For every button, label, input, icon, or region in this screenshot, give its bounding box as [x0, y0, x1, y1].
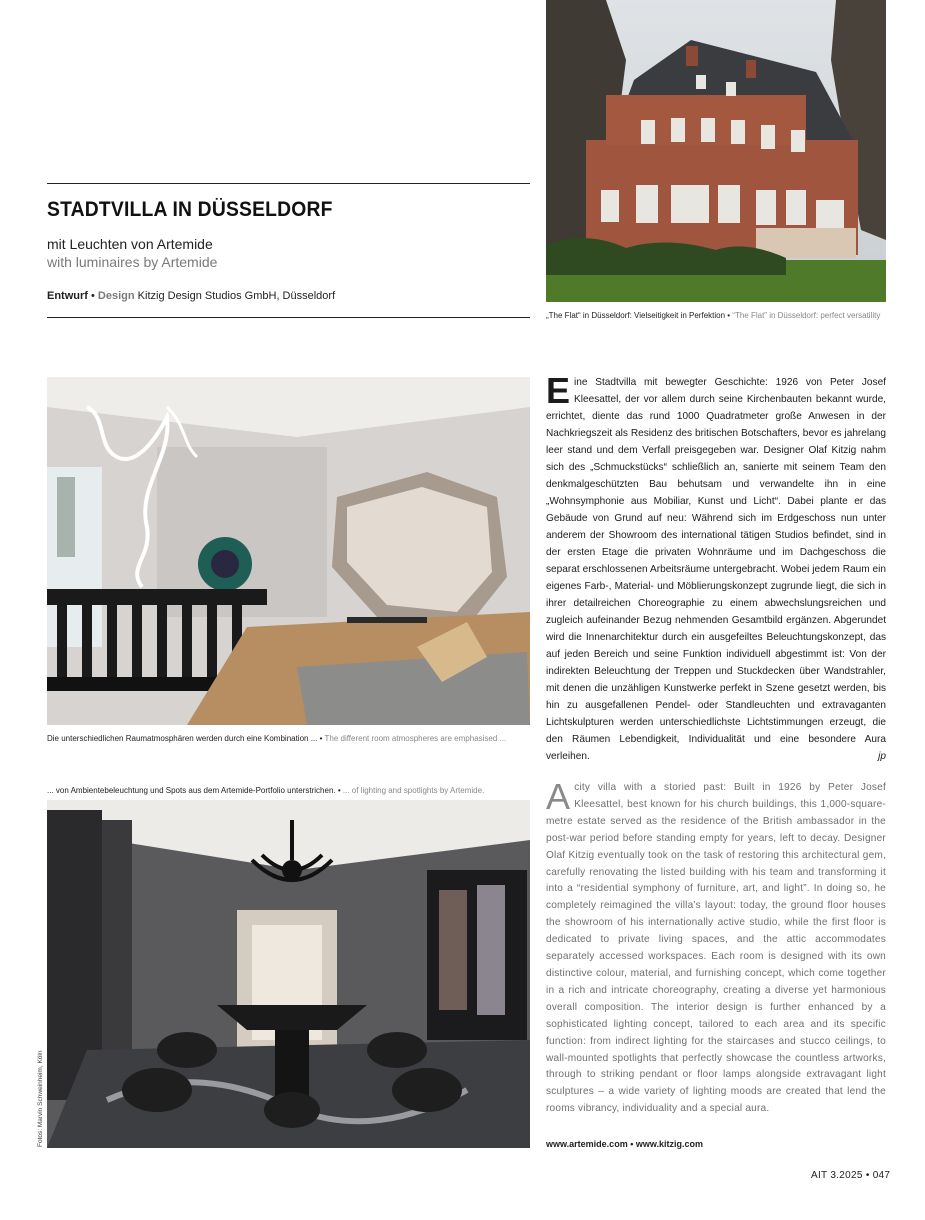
villa-exterior-photo [546, 0, 886, 302]
dining-caption [47, 786, 484, 795]
hall-interior-photo [47, 377, 530, 725]
subtitle-english: with luminaires by Artemide [47, 254, 218, 270]
credit-label: Entwurf [47, 290, 88, 302]
subtitle-german: mit Leuchten von Artemide [47, 236, 213, 252]
credit-label-en: Design [97, 290, 135, 302]
dropcap-german: E [546, 370, 571, 411]
villa-caption-en: “The Flat” in Düsseldorf: perfect versatility [732, 311, 881, 320]
villa-caption-de: „The Flat“ in Düsseldorf: Vielseitigkeit in Perfektion • [546, 311, 731, 320]
web-links[interactable]: www.artemide.com • www.kitzig.com [546, 1139, 704, 1149]
dining-caption-en: ... of lighting and spotlights by Artemide. [342, 786, 485, 795]
article-text-english [546, 776, 886, 1118]
photo-credit: Fotos: Marvin Schweinheim, Köln [37, 1050, 44, 1147]
credit-separator: • [87, 290, 98, 302]
credit-value: Kitzig Design Studios GmbH, Düsseldorf [134, 290, 336, 302]
article-title: STADTVILLA IN DÜSSELDORF [47, 198, 333, 221]
villa-caption [546, 311, 880, 320]
article-body-english: city villa with a storied past: Built in 1926 by Peter Josef Kleesattel, best known for his church buildings, this 1,000-square-metre estate served as the residence of the British ambassador in the post-war period before standing empty for years, left to decay. Designer Olaf Kitzig eventually took on the task of restoring this architectural gem, carefully renovating the listed building with his team and transforming it into a “residential symphony of furniture, art, and light”. In doing so, he completely reimagined the villa’s layout: today, the ground floor houses the showroom of his internationally active studio, while the first floor is dedicated to private living spaces, and the attic accommodates separately accessed workspaces. Each room is designed with its own distinctive colour, material, and furnishing concept, which come together in a rich and intricate choreography, creating a diverse yet harmonious overall composition. The interior design is further enhanced by a sophisticated lighting concept, tailored to each area and its specific function: from indirect lighting for the staircases and stucco ceilings, to wall-mounted spotlights that perfectly showcase the countless artworks, through to striking pendant or floor lamps alongside extravagant light sculptures – a wide variety of lighting moods are created that lend the rooms vibrancy, individuality and a special aura. [546, 782, 886, 1115]
hall-caption-en: The different room atmospheres are emphasised ... [324, 734, 507, 743]
hall-caption [47, 734, 506, 743]
page-folio: AIT 3.2025 • 047 [811, 1170, 891, 1181]
dining-caption-de: ... von Ambientebeleuchtung und Spots aus dem Artemide-Portfolio unterstrichen. • [47, 786, 341, 795]
article-body-german: ine Stadtvilla mit bewegter Geschichte: 1926 von Peter Josef Kleesattel, der vor allem durch seine Kirchenbauten bekannt wurde, errichtet, diente das rund 1000 Quadratmeter große Anwesen in der Nachkriegszeit als Residenz des britischen Botschafters, bevor es jahrelang leer stand und dem Verfall preisgegeben war. Designer Olaf Kitzig nahm sich des „Schmuckstücks“ schließlich an, sanierte mit seinem Team den denkmalgeschützten Bau behutsam und verwandelte ihn in eine „Wohnsymphonie aus Mobiliar, Kunst und Licht“. Dabei plante er das Gebäude von Grund auf neu: Während sich im Erdgeschoss nun unter anderem der Showroom des international tätigen Studios befindet, sind in der ersten Etage die privaten Wohnräume und im Dachgeschoss die separat erschlossenen Arbeitsräume untergebracht. Wobei jedem Raum ein eigenes Farb-, Material- und Möblierungskonzept zugrunde liegt, die sich in ihrer detailreichen Choreographie zu einem abwechslungsreichen und zugleich aufeinander Bezug nehmenden Gesamtbild ergänzen. Abgerundet wird die Innenarchitektur durch ein ausgefeiltes Beleuchtungskonzept, das auf jeden Bereich und seine Funktion individuell abgestimmt ist: Von der indirekten Beleuchtung der Treppen und Stuckdecken über Wandstrahler, mit denen die unzähligen Kunstwerke perfekt in Szene gesetzt werden, bis hin zu ausgefallenen Pendel- oder Standleuchten und extravaganten Lichtskulpturen werden unterschiedlichste Lichtstimmungen erzeugt, die den Räumen Lebendigkeit, Individualität und eine besondere Aura verleihen. [546, 377, 886, 762]
dining-room-photo [47, 800, 530, 1148]
article-text-german [546, 370, 886, 765]
header-top-rule [47, 183, 530, 184]
design-credit [47, 290, 335, 302]
author-signature: jp [878, 751, 886, 762]
dropcap-english: A [546, 776, 571, 817]
header-bottom-rule [47, 317, 530, 318]
hall-caption-de: Die unterschiedlichen Raumatmosphären werden durch eine Kombination ... • [47, 734, 323, 743]
